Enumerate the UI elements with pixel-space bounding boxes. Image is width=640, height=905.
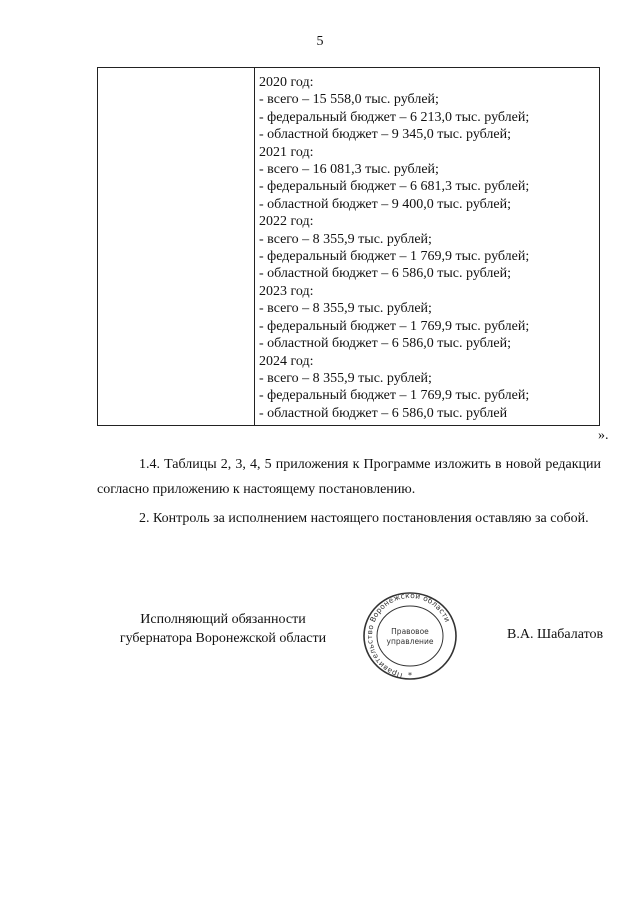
table-line: 2022 год: bbox=[259, 214, 314, 230]
table-line: - федеральный бюджет – 1 769,9 тыс. рублей; bbox=[259, 388, 530, 404]
signer-title bbox=[118, 610, 328, 648]
table-line: - областной бюджет – 9 400,0 тыс. рублей; bbox=[259, 196, 511, 212]
paragraph-1-4: 1.4. Таблицы 2, 3, 4, 5 приложения к Программе изложить в новой редакции согласно приложению к настоящему постановлению. bbox=[97, 457, 601, 497]
table-line: - всего – 8 355,9 тыс. рублей; bbox=[259, 231, 432, 247]
table-left-cell bbox=[98, 68, 255, 425]
table-line: - всего – 16 081,3 тыс. рублей; bbox=[259, 162, 439, 178]
table-line: - областной бюджет – 6 586,0 тыс. рублей; bbox=[259, 336, 511, 352]
table-line: - областной бюджет – 6 586,0 тыс. рублей; bbox=[259, 266, 511, 282]
table-line: - федеральный бюджет – 6 681,3 тыс. рублей; bbox=[259, 179, 530, 195]
page-number: 5 bbox=[316, 34, 324, 49]
table-line: 2024 год: bbox=[259, 353, 314, 369]
closing-quote: ». bbox=[598, 428, 609, 443]
signer-title-line-1: Исполняющий обязанности bbox=[140, 612, 306, 627]
seal-stamp bbox=[355, 590, 465, 682]
table-line: - всего – 8 355,9 тыс. рублей; bbox=[259, 370, 432, 386]
budget-table bbox=[97, 67, 600, 426]
table-line: - всего – 15 558,0 тыс. рублей; bbox=[259, 92, 439, 108]
seal-outer-text: Правительство Воронежской области bbox=[365, 590, 453, 681]
signer-title-line-2: губернатора Воронежской области bbox=[119, 631, 327, 646]
seal-inner-line-1: Правовое bbox=[391, 627, 429, 636]
table-line: - федеральный бюджет – 1 769,9 тыс. рублей; bbox=[259, 318, 530, 334]
signer-name: В.А. Шабалатов bbox=[507, 627, 604, 642]
table-right-cell bbox=[255, 68, 599, 425]
paragraph-2: 2. Контроль за исполнением настоящего постановления оставляю за собой. bbox=[139, 511, 589, 526]
seal-inner-line-2: управление bbox=[386, 637, 434, 646]
table-line: - областной бюджет – 9 345,0 тыс. рублей; bbox=[259, 127, 511, 143]
table-line: - областной бюджет – 6 586,0 тыс. рублей bbox=[259, 405, 508, 421]
table-line: - федеральный бюджет – 6 213,0 тыс. рублей; bbox=[259, 109, 530, 125]
table-line: 2020 год: bbox=[259, 75, 314, 90]
table-line: 2023 год: bbox=[259, 283, 314, 299]
table-line: 2021 год: bbox=[259, 144, 314, 160]
seal-star-icon: * bbox=[408, 671, 412, 680]
table-line: - федеральный бюджет – 1 769,9 тыс. рублей; bbox=[259, 249, 530, 265]
table-line: - всего – 8 355,9 тыс. рублей; bbox=[259, 301, 432, 317]
